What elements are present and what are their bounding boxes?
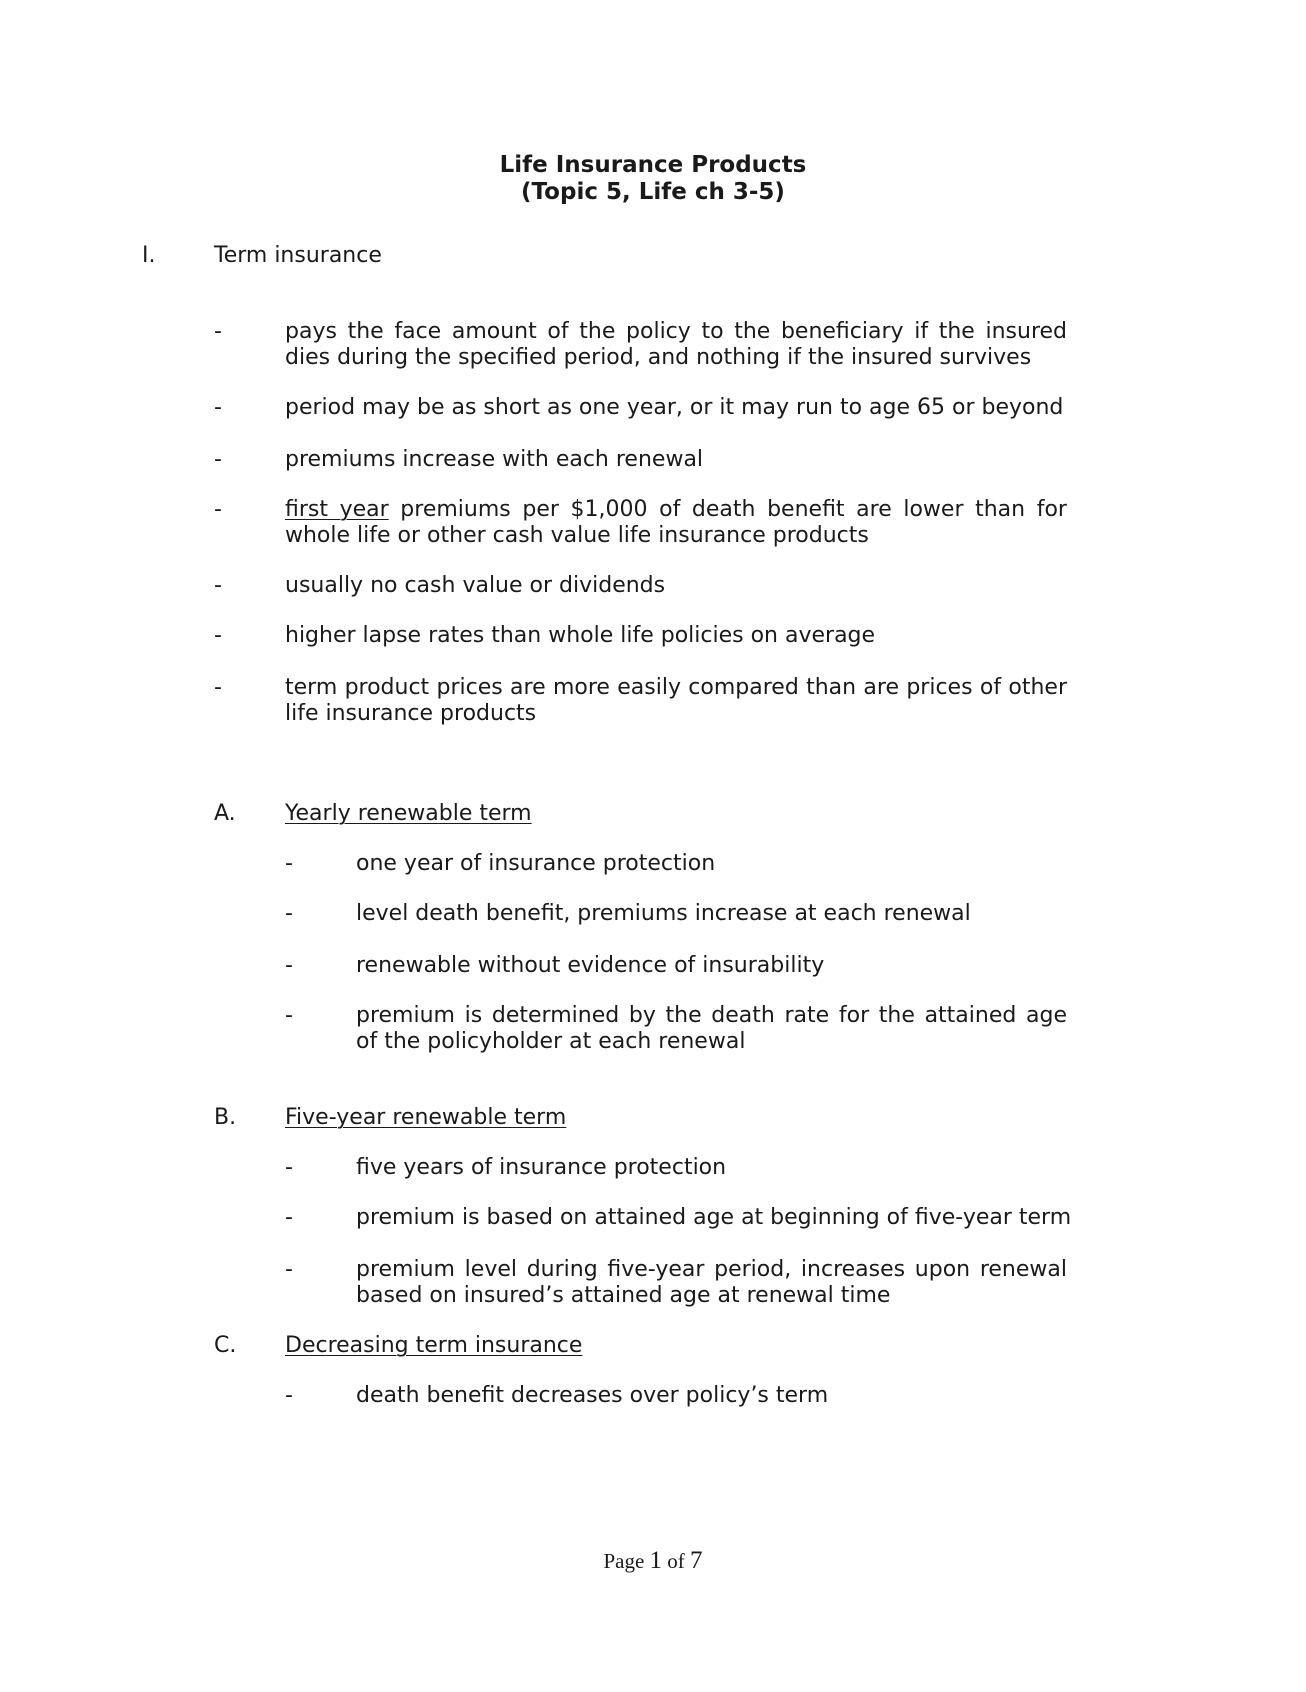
list-item: pays the face amount of the policy to the beneficiary if the insured dies during the specified period, and nothing if the insured survives xyxy=(285,319,1067,370)
underlined-text: first year xyxy=(285,497,389,522)
title-line-1: Life Insurance Products xyxy=(499,152,807,178)
list-item: higher lapse rates than whole life policies on average xyxy=(285,623,876,648)
list-item: level death benefit, premiums increase at each renewal xyxy=(356,901,971,926)
subsection-heading: Five-year renewable term xyxy=(285,1105,567,1130)
list-item xyxy=(285,497,1067,549)
subsection-heading: Yearly renewable term xyxy=(285,801,532,826)
list-item: premium level during five-year period, increases upon renewal based on insured’s attained age at renewal time xyxy=(356,1257,1067,1308)
section-heading: Term insurance xyxy=(214,243,382,268)
list-item-text: premiums per $1,000 of death benefit are lower than for whole life or other cash value life insurance products xyxy=(285,497,1067,548)
list-item: renewable without evidence of insurability xyxy=(356,953,825,978)
bullet-dash: - xyxy=(214,573,222,598)
bullet-dash: - xyxy=(285,953,293,978)
page-total: 7 xyxy=(690,1547,703,1574)
subsection-marker: A. xyxy=(214,801,236,826)
subsection-marker: B. xyxy=(214,1105,237,1130)
page-footer xyxy=(0,1547,1306,1575)
bullet-dash: - xyxy=(214,623,222,648)
list-item: premium is based on attained age at beginning of five-year term xyxy=(356,1205,1072,1230)
subsection-heading: Decreasing term insurance xyxy=(285,1333,583,1358)
bullet-dash: - xyxy=(285,1155,293,1180)
bullet-dash: - xyxy=(214,395,222,420)
bullet-dash: - xyxy=(214,497,222,522)
list-item: one year of insurance protection xyxy=(356,851,716,876)
bullet-dash: - xyxy=(285,1383,293,1408)
section-marker: I. xyxy=(142,243,156,268)
subsection-marker: C. xyxy=(214,1333,237,1358)
list-item: period may be as short as one year, or it may run to age 65 or beyond xyxy=(285,395,1064,420)
list-item: death benefit decreases over policy’s term xyxy=(356,1383,829,1408)
list-item: term product prices are more easily compared than are prices of other life insurance products xyxy=(285,675,1067,726)
page-label: Page xyxy=(603,1549,645,1573)
title-line-2: (Topic 5, Life ch 3-5) xyxy=(521,179,785,205)
list-item: usually no cash value or dividends xyxy=(285,573,666,598)
bullet-dash: - xyxy=(285,901,293,926)
list-item: premiums increase with each renewal xyxy=(285,447,704,472)
list-item: premium is determined by the death rate for the attained age of the policyholder at each renewal xyxy=(356,1003,1067,1054)
list-item: five years of insurance protection xyxy=(356,1155,727,1180)
page-current: 1 xyxy=(649,1547,663,1574)
bullet-dash: - xyxy=(214,319,222,344)
bullet-dash: - xyxy=(285,1257,293,1282)
bullet-dash: - xyxy=(285,851,293,876)
page-of-label: of xyxy=(667,1549,685,1573)
bullet-dash: - xyxy=(214,675,222,700)
bullet-dash: - xyxy=(285,1003,293,1028)
document-title xyxy=(0,152,1306,206)
bullet-dash: - xyxy=(214,447,222,472)
bullet-dash: - xyxy=(285,1205,293,1230)
